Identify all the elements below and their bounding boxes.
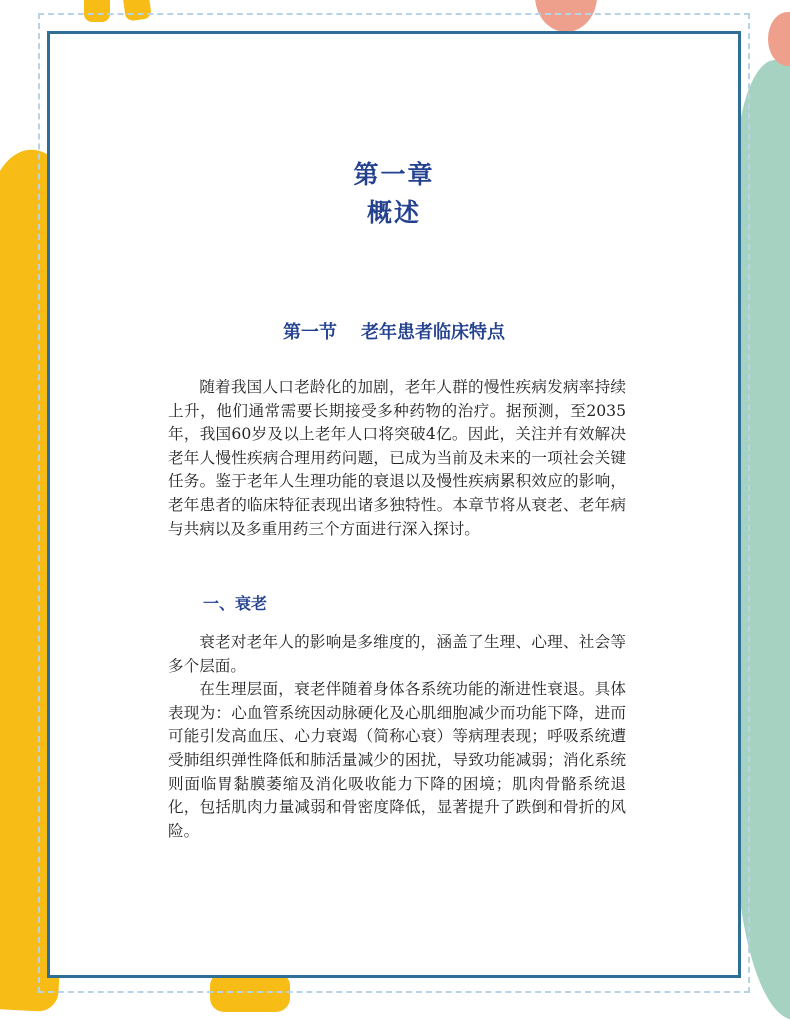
- aging-paragraph-2: 在生理层面，衰老伴随着身体各系统功能的渐进性衰退。具体表现为：心血管系统因动脉硬化及心肌细胞减少而功能下降，进而可能引发高血压、心力衰竭（简称心衰）等病理表现；呼吸系统遭受肺组织弹性降低和肺活量减少的困扰，导致功能减弱；消化系统则面临胃黏膜萎缩及消化吸收能力下降的困境；肌肉骨骼系统退化，包括肌肉力量减弱和骨密度降低，显著提升了跌倒和骨折的风险。: [168, 680, 626, 840]
- section-heading: [50, 321, 738, 345]
- chapter-title: 概述: [366, 198, 421, 227]
- aging-text: [168, 631, 626, 843]
- book-page: [47, 31, 741, 978]
- decorative-salmon-circle-right: [768, 12, 790, 66]
- section-title: 老年患者临床特点: [361, 322, 505, 343]
- section-number: 第一节: [283, 322, 337, 343]
- intro-text: [168, 376, 626, 541]
- intro-paragraph: 随着我国人口老龄化的加剧，老年人群的慢性疾病发病率持续上升，他们通常需要长期接受多种药物的治疗。据预测，至2035年，我国60岁及以上老年人口将突破4亿。因此，关注并有效解决老年人慢性疾病合理用药问题，已成为当前及未来的一项社会关键任务。鉴于老年人生理功能的衰退以及慢性疾病累积效应的影响，老年患者的临床特征表现出诸多独特性。本章节将从衰老、老年病与共病以及多重用药三个方面进行深入探讨。: [168, 378, 626, 538]
- subsection-heading: 一、衰老: [203, 594, 268, 613]
- chapter-number: 第一章: [353, 160, 435, 189]
- aging-paragraph-1: 衰老对老年人的影响是多维度的，涵盖了生理、心理、社会等多个层面。: [168, 633, 626, 675]
